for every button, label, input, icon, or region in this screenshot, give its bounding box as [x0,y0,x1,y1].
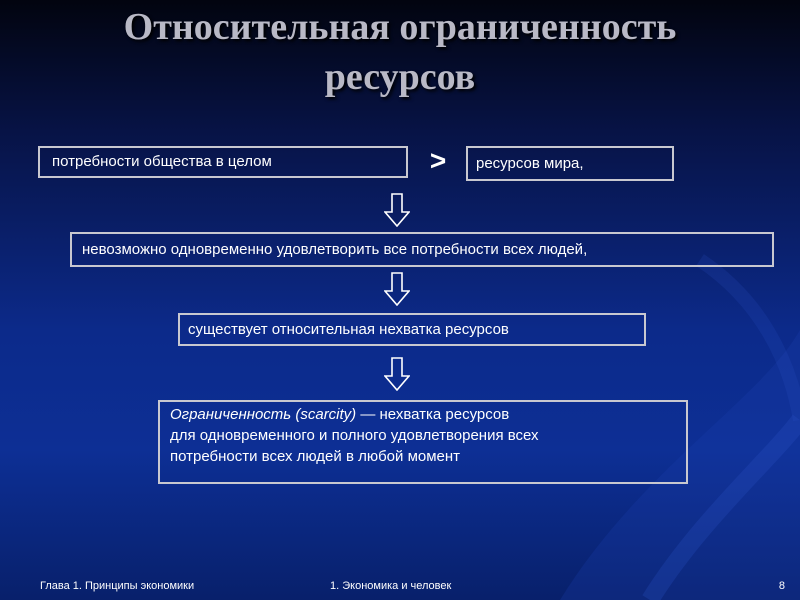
definition-line-3: потребности всех людей в любой момент [170,448,461,465]
conclusion-box-1: невозможно одновременно удовлетворить все потребности всех людей, [70,232,774,267]
page-number: 8 [778,580,785,592]
down-double-arrow-icon [384,357,410,391]
greater-than-sign: > [429,145,447,176]
page-title [0,2,800,102]
definition-line-1-rest: — нехватка ресурсов [356,406,510,423]
needs-box: потребности общества в целом [38,146,408,178]
footer-chapter: Глава 1. Принципы экономики [40,580,195,592]
down-double-arrow-icon [384,272,410,306]
resources-box: ресурсов мира, [466,146,674,181]
definition-line-2: для одновременного и полного удовлетворения всех [170,427,539,444]
definition-box [158,400,688,484]
down-double-arrow-icon [384,193,410,227]
definition-term: Ограниченность (scarcity) [170,406,357,423]
title-line-2: ресурсов [324,56,476,98]
definition-line-1 [170,404,676,425]
title-line-1: Относительная ограниченность [123,6,677,48]
conclusion-box-2: существует относительная нехватка ресурсов [178,313,646,346]
footer-section: 1. Экономика и человек [330,580,452,592]
